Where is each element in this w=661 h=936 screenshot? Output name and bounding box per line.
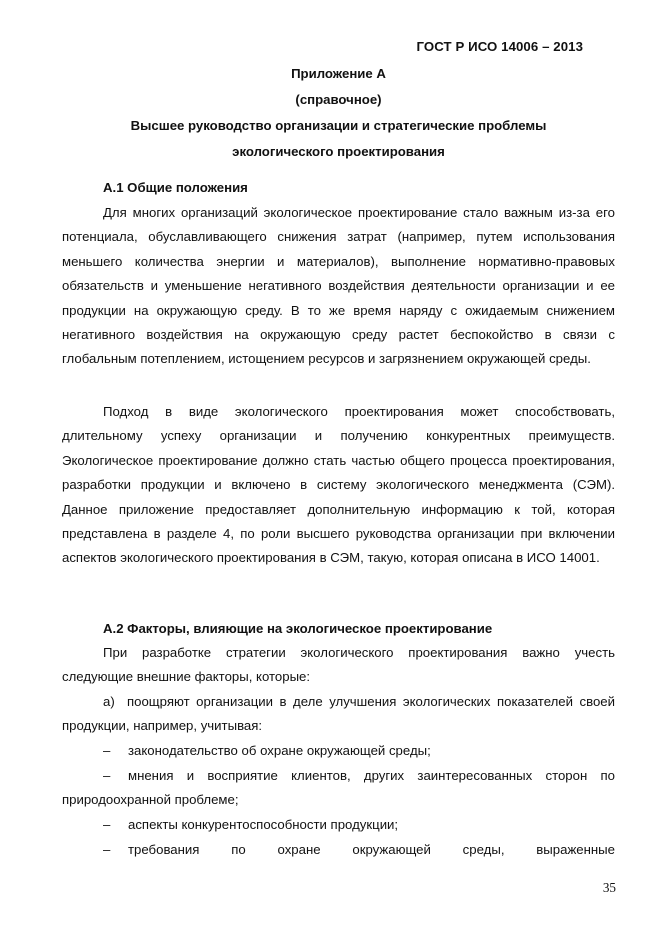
section-a2-intro: При разработке стратегии экологического проектирования важно учесть следующие внешние факторы, которые: (62, 645, 615, 685)
dash-marker: – (103, 768, 111, 783)
section-a2-heading: А.2 Факторы, влияющие на экологическое проектирование (103, 621, 493, 636)
document-code: ГОСТ Р ИСО 14006 – 2013 (416, 39, 583, 54)
section-a1-paragraph-1: Для многих организаций экологическое проектирование стало важным из-за его потенциала, обуславливающего снижения затрат (например, путем использования меньшего количества энергии и материалов), выполнение нормативно-правовых обязательств и уменьшение негативного воздействия деятельности организации и ее продукции на окружающую среду. В то же время наряду с ожидаемым снижением негативного воздействия на окружающую среду растет беспокойство в связи с глобальным потеплением, истощением ресурсов и загрязнением окружающей среды. (62, 205, 615, 367)
appendix-heading-line-1: Высшее руководство организации и стратегические проблемы (130, 118, 547, 133)
appendix-heading-line-2: экологического проектирования (232, 144, 445, 159)
appendix-title: Приложение А (291, 66, 386, 81)
list-marker-a: а) (103, 694, 115, 709)
section-a1-heading: А.1 Общие положения (103, 180, 248, 195)
sub-list-item (62, 838, 615, 862)
sub-list-item (62, 813, 615, 837)
list-item-a-text: поощряют организации в деле улучшения экологических показателей своей продукции, например, учитывая: (62, 694, 615, 734)
section-a1-paragraph-2: Подход в виде экологического проектирования может способствовать, длительному успеху организации и получению конкурентных преимуществ. Экологическое проектирование должно стать частью общего процесса проектирования, разработки продукции и включено в систему экологического менеджмента (СЭМ). Данное приложение предоставляет дополнительную информацию к той, которая представлена в разделе 4, по роли высшего руководства организации при включении аспектов экологического проектирования в СЭМ, такую, которая описана в ИСО 14001. (62, 404, 615, 566)
page-number: 35 (602, 880, 616, 895)
sub-list-item-text: законодательство об охране окружающей среды; (128, 743, 431, 758)
dash-marker: – (103, 842, 111, 857)
sub-list-item-text: мнения и восприятие клиентов, других заинтересованных сторон по природоохранной проблеме; (62, 768, 615, 808)
appendix-subtitle: (справочное) (295, 92, 382, 107)
dash-marker: – (103, 817, 111, 832)
list-item-a (62, 690, 615, 739)
sub-list-item-text: аспекты конкурентоспособности продукции; (128, 817, 399, 832)
dash-marker: – (103, 743, 111, 758)
sub-list-item-text: требования по охране окружающей среды, выраженные (128, 842, 615, 857)
sub-list-item (62, 739, 615, 763)
sub-list-item (62, 764, 615, 813)
